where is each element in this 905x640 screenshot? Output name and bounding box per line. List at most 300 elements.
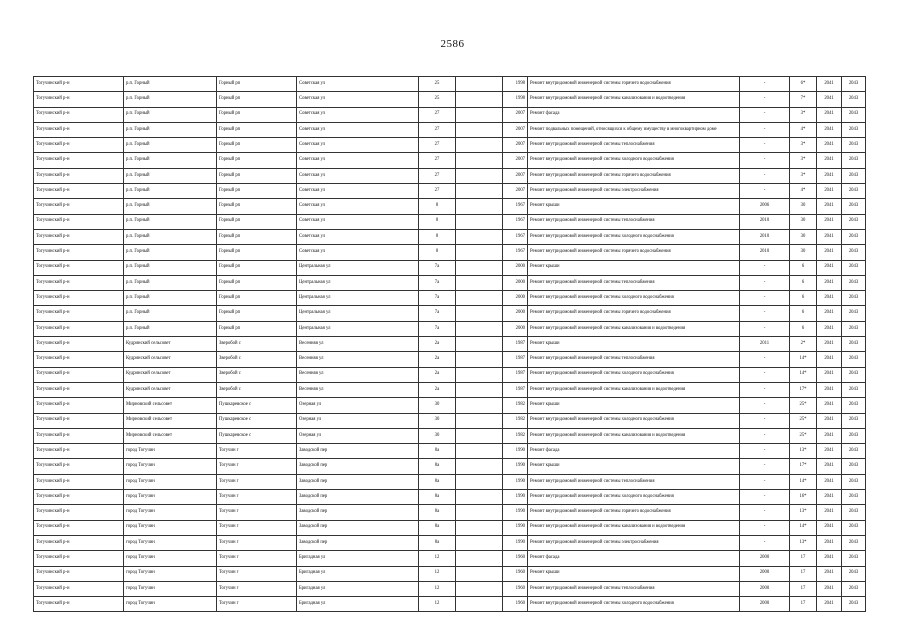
- house-number-cell: 8: [419, 199, 456, 214]
- plan-start-cell: 2041: [817, 107, 842, 122]
- settlement-cell: Тогучин г: [217, 490, 297, 505]
- plan-end-cell: 2043: [842, 153, 866, 168]
- year-built-cell: 1967: [503, 214, 528, 229]
- settlement-cell: Тогучин г: [217, 566, 297, 581]
- wear-cell: 4*: [790, 122, 817, 137]
- plan-start-cell: 2041: [817, 551, 842, 566]
- street-cell: Центральная ул: [297, 306, 419, 321]
- last-repair-year-cell: 2010: [740, 229, 790, 244]
- wear-cell: 3*: [790, 107, 817, 122]
- settlement-cell: Горный рп: [217, 260, 297, 275]
- year-built-cell: 1987: [503, 352, 528, 367]
- year-built-cell: 1967: [503, 245, 528, 260]
- plan-start-cell: 2041: [817, 321, 842, 336]
- house-number-cell: 12: [419, 566, 456, 581]
- plan-start-cell: 2041: [817, 367, 842, 382]
- street-cell: Заводской пер: [297, 505, 419, 520]
- year-built-cell: 1960: [503, 566, 528, 581]
- settlement-cell: Горный рп: [217, 306, 297, 321]
- building-cell: [456, 398, 503, 413]
- municipality-cell: город Тогучин: [124, 444, 217, 459]
- municipality-cell: город Тогучин: [124, 597, 217, 612]
- plan-start-cell: 2041: [817, 92, 842, 107]
- plan-end-cell: 2043: [842, 597, 866, 612]
- table-row: [34, 153, 866, 168]
- work-type-cell: Ремонт внутридомовой инженерной системы электроснабжения: [528, 184, 740, 199]
- house-number-cell: 8а: [419, 490, 456, 505]
- building-cell: [456, 168, 503, 183]
- plan-end-cell: 2043: [842, 444, 866, 459]
- house-number-cell: 27: [419, 168, 456, 183]
- settlement-cell: Тогучин г: [217, 474, 297, 489]
- table-row: [34, 520, 866, 535]
- municipality-cell: Мирновский сельсовет: [124, 428, 217, 443]
- municipality-cell: город Тогучин: [124, 459, 217, 474]
- building-cell: [456, 122, 503, 137]
- district-cell: Тогучинский р-н: [34, 337, 124, 352]
- building-cell: [456, 352, 503, 367]
- work-type-cell: Ремонт внутридомовой инженерной системы канализования и водоотведения: [528, 92, 740, 107]
- wear-cell: 13*: [790, 444, 817, 459]
- year-built-cell: 1967: [503, 229, 528, 244]
- building-cell: [456, 275, 503, 290]
- work-type-cell: Ремонт внутридомовой инженерной системы канализования и водоотведения: [528, 321, 740, 336]
- table-row: [34, 337, 866, 352]
- district-cell: Тогучинский р-н: [34, 398, 124, 413]
- plan-start-cell: 2041: [817, 566, 842, 581]
- last-repair-year-cell: -: [740, 382, 790, 397]
- year-built-cell: 1960: [503, 581, 528, 596]
- plan-start-cell: 2041: [817, 382, 842, 397]
- street-cell: Советская ул: [297, 168, 419, 183]
- wear-cell: 7*: [790, 92, 817, 107]
- work-type-cell: Ремонт крыши: [528, 337, 740, 352]
- plan-start-cell: 2041: [817, 337, 842, 352]
- wear-cell: 30: [790, 229, 817, 244]
- municipality-cell: Мирновский сельсовет: [124, 398, 217, 413]
- last-repair-year-cell: 2000: [740, 566, 790, 581]
- wear-cell: 14*: [790, 352, 817, 367]
- settlement-cell: Горный рп: [217, 275, 297, 290]
- municipality-cell: Кудринский сельсовет: [124, 382, 217, 397]
- street-cell: Заводской пер: [297, 520, 419, 535]
- plan-end-cell: 2043: [842, 138, 866, 153]
- district-cell: Тогучинский р-н: [34, 413, 124, 428]
- table-row: [34, 566, 866, 581]
- year-built-cell: 1998: [503, 92, 528, 107]
- street-cell: Советская ул: [297, 92, 419, 107]
- street-cell: Весенняя ул: [297, 382, 419, 397]
- plan-start-cell: 2041: [817, 428, 842, 443]
- district-cell: Тогучинский р-н: [34, 367, 124, 382]
- house-number-cell: 27: [419, 138, 456, 153]
- last-repair-year-cell: -: [740, 474, 790, 489]
- plan-end-cell: 2043: [842, 321, 866, 336]
- wear-cell: 3*: [790, 153, 817, 168]
- wear-cell: 13*: [790, 505, 817, 520]
- work-type-cell: Ремонт внутридомовой инженерной системы горячего водоснабжения: [528, 77, 740, 92]
- year-built-cell: 2000: [503, 306, 528, 321]
- table-row: [34, 77, 866, 92]
- last-repair-year-cell: -: [740, 153, 790, 168]
- plan-end-cell: 2043: [842, 229, 866, 244]
- street-cell: Центральная ул: [297, 260, 419, 275]
- building-cell: [456, 505, 503, 520]
- plan-start-cell: 2041: [817, 168, 842, 183]
- settlement-cell: Зверобой с: [217, 367, 297, 382]
- work-type-cell: Ремонт внутридомовой инженерной системы холодного водоснабжения: [528, 153, 740, 168]
- house-number-cell: 25: [419, 77, 456, 92]
- street-cell: Бригадная ул: [297, 597, 419, 612]
- street-cell: Советская ул: [297, 153, 419, 168]
- table-row: [34, 535, 866, 550]
- street-cell: Бригадная ул: [297, 581, 419, 596]
- district-cell: Тогучинский р-н: [34, 245, 124, 260]
- settlement-cell: Горный рп: [217, 184, 297, 199]
- street-cell: Заводской пер: [297, 444, 419, 459]
- settlement-cell: Тогучин г: [217, 459, 297, 474]
- plan-end-cell: 2043: [842, 581, 866, 596]
- last-repair-year-cell: -: [740, 107, 790, 122]
- table-row: [34, 459, 866, 474]
- settlement-cell: Тогучин г: [217, 520, 297, 535]
- last-repair-year-cell: -: [740, 413, 790, 428]
- house-number-cell: 2а: [419, 382, 456, 397]
- wear-cell: 2*: [790, 337, 817, 352]
- settlement-cell: Тогучин г: [217, 444, 297, 459]
- house-number-cell: 30: [419, 428, 456, 443]
- plan-end-cell: 2043: [842, 122, 866, 137]
- house-number-cell: 2а: [419, 352, 456, 367]
- building-cell: [456, 382, 503, 397]
- year-built-cell: 1982: [503, 413, 528, 428]
- wear-cell: 6*: [790, 77, 817, 92]
- street-cell: Центральная ул: [297, 321, 419, 336]
- last-repair-year-cell: -: [740, 444, 790, 459]
- district-cell: Тогучинский р-н: [34, 92, 124, 107]
- table-row: [34, 382, 866, 397]
- wear-cell: 3*: [790, 168, 817, 183]
- district-cell: Тогучинский р-н: [34, 153, 124, 168]
- street-cell: Советская ул: [297, 245, 419, 260]
- wear-cell: 25*: [790, 413, 817, 428]
- house-number-cell: 12: [419, 551, 456, 566]
- plan-end-cell: 2043: [842, 535, 866, 550]
- wear-cell: 14*: [790, 367, 817, 382]
- work-type-cell: Ремонт внутридомовой инженерной системы холодного водоснабжения: [528, 490, 740, 505]
- house-number-cell: 27: [419, 184, 456, 199]
- wear-cell: 14*: [790, 474, 817, 489]
- table-row: [34, 581, 866, 596]
- last-repair-year-cell: 2010: [740, 245, 790, 260]
- table-row: [34, 138, 866, 153]
- year-built-cell: 1990: [503, 505, 528, 520]
- last-repair-year-cell: 2006: [740, 199, 790, 214]
- plan-end-cell: 2043: [842, 566, 866, 581]
- wear-cell: 30: [790, 199, 817, 214]
- building-cell: [456, 459, 503, 474]
- plan-start-cell: 2041: [817, 245, 842, 260]
- district-cell: Тогучинский р-н: [34, 229, 124, 244]
- municipality-cell: Кудринский сельсовет: [124, 367, 217, 382]
- district-cell: Тогучинский р-н: [34, 138, 124, 153]
- wear-cell: 6: [790, 260, 817, 275]
- table-row: [34, 214, 866, 229]
- last-repair-year-cell: -: [740, 275, 790, 290]
- plan-start-cell: 2041: [817, 398, 842, 413]
- street-cell: Центральная ул: [297, 291, 419, 306]
- table-row: [34, 352, 866, 367]
- plan-end-cell: 2043: [842, 77, 866, 92]
- plan-end-cell: 2043: [842, 306, 866, 321]
- work-type-cell: Ремонт внутридомовой инженерной системы холодного водоснабжения: [528, 229, 740, 244]
- municipality-cell: город Тогучин: [124, 581, 217, 596]
- street-cell: Весенняя ул: [297, 352, 419, 367]
- building-cell: [456, 551, 503, 566]
- settlement-cell: Пушкаревское с: [217, 398, 297, 413]
- plan-end-cell: 2043: [842, 291, 866, 306]
- settlement-cell: Горный рп: [217, 214, 297, 229]
- building-cell: [456, 260, 503, 275]
- last-repair-year-cell: -: [740, 520, 790, 535]
- street-cell: Советская ул: [297, 122, 419, 137]
- district-cell: Тогучинский р-н: [34, 306, 124, 321]
- table-row: [34, 291, 866, 306]
- building-cell: [456, 413, 503, 428]
- wear-cell: 30: [790, 245, 817, 260]
- municipality-cell: р.п. Горный: [124, 153, 217, 168]
- building-cell: [456, 77, 503, 92]
- plan-start-cell: 2041: [817, 122, 842, 137]
- district-cell: Тогучинский р-н: [34, 352, 124, 367]
- wear-cell: 3*: [790, 138, 817, 153]
- last-repair-year-cell: -: [740, 260, 790, 275]
- plan-start-cell: 2041: [817, 306, 842, 321]
- district-cell: Тогучинский р-н: [34, 581, 124, 596]
- year-built-cell: 2007: [503, 184, 528, 199]
- year-built-cell: 2000: [503, 260, 528, 275]
- building-cell: [456, 107, 503, 122]
- building-cell: [456, 138, 503, 153]
- work-type-cell: Ремонт фасада: [528, 107, 740, 122]
- settlement-cell: Тогучин г: [217, 551, 297, 566]
- year-built-cell: 2007: [503, 153, 528, 168]
- year-built-cell: 2007: [503, 168, 528, 183]
- settlement-cell: Зверобой с: [217, 382, 297, 397]
- house-number-cell: 8а: [419, 520, 456, 535]
- municipality-cell: Кудринский сельсовет: [124, 337, 217, 352]
- district-cell: Тогучинский р-н: [34, 107, 124, 122]
- last-repair-year-cell: -: [740, 138, 790, 153]
- table-row: [34, 367, 866, 382]
- municipality-cell: р.п. Горный: [124, 122, 217, 137]
- wear-cell: 25*: [790, 428, 817, 443]
- table-row: [34, 168, 866, 183]
- district-cell: Тогучинский р-н: [34, 459, 124, 474]
- plan-start-cell: 2041: [817, 153, 842, 168]
- year-built-cell: 1967: [503, 199, 528, 214]
- municipality-cell: р.п. Горный: [124, 92, 217, 107]
- district-cell: Тогучинский р-н: [34, 597, 124, 612]
- district-cell: Тогучинский р-н: [34, 260, 124, 275]
- plan-end-cell: 2043: [842, 214, 866, 229]
- last-repair-year-cell: -: [740, 352, 790, 367]
- plan-end-cell: 2043: [842, 275, 866, 290]
- plan-end-cell: 2043: [842, 352, 866, 367]
- year-built-cell: 1990: [503, 459, 528, 474]
- municipality-cell: р.п. Горный: [124, 260, 217, 275]
- district-cell: Тогучинский р-н: [34, 382, 124, 397]
- street-cell: Заводской пер: [297, 459, 419, 474]
- work-type-cell: Ремонт внутридомовой инженерной системы теплоснабжения: [528, 581, 740, 596]
- last-repair-year-cell: -: [740, 321, 790, 336]
- house-number-cell: 2а: [419, 337, 456, 352]
- work-type-cell: Ремонт подвальных помещений, относящихся к общему имуществу в многоквартирном доме: [528, 122, 740, 137]
- house-number-cell: 8а: [419, 459, 456, 474]
- last-repair-year-cell: 2000: [740, 597, 790, 612]
- plan-start-cell: 2041: [817, 581, 842, 596]
- settlement-cell: Пушкаревское с: [217, 428, 297, 443]
- plan-start-cell: 2041: [817, 229, 842, 244]
- district-cell: Тогучинский р-н: [34, 168, 124, 183]
- year-built-cell: 2000: [503, 275, 528, 290]
- municipality-cell: р.п. Горный: [124, 229, 217, 244]
- house-number-cell: 12: [419, 581, 456, 596]
- wear-cell: 17: [790, 581, 817, 596]
- house-number-cell: 8: [419, 245, 456, 260]
- street-cell: Бригадная ул: [297, 551, 419, 566]
- year-built-cell: 1987: [503, 337, 528, 352]
- street-cell: Весенняя ул: [297, 337, 419, 352]
- building-cell: [456, 474, 503, 489]
- plan-end-cell: 2043: [842, 490, 866, 505]
- work-type-cell: Ремонт внутридомовой инженерной системы холодного водоснабжения: [528, 367, 740, 382]
- last-repair-year-cell: -: [740, 122, 790, 137]
- plan-end-cell: 2043: [842, 398, 866, 413]
- district-cell: Тогучинский р-н: [34, 566, 124, 581]
- year-built-cell: 1982: [503, 428, 528, 443]
- house-number-cell: 8: [419, 229, 456, 244]
- work-type-cell: Ремонт внутридомовой инженерной системы горячего водоснабжения: [528, 306, 740, 321]
- repair-schedule-table: [33, 76, 866, 612]
- work-type-cell: Ремонт внутридомовой инженерной системы теплоснабжения: [528, 275, 740, 290]
- table-row: [34, 597, 866, 612]
- plan-start-cell: 2041: [817, 490, 842, 505]
- plan-end-cell: 2043: [842, 382, 866, 397]
- work-type-cell: Ремонт крыши: [528, 398, 740, 413]
- street-cell: Центральная ул: [297, 275, 419, 290]
- building-cell: [456, 520, 503, 535]
- district-cell: Тогучинский р-н: [34, 490, 124, 505]
- wear-cell: 14*: [790, 520, 817, 535]
- wear-cell: 17: [790, 551, 817, 566]
- building-cell: [456, 337, 503, 352]
- district-cell: Тогучинский р-н: [34, 291, 124, 306]
- district-cell: Тогучинский р-н: [34, 520, 124, 535]
- settlement-cell: Горный рп: [217, 291, 297, 306]
- district-cell: Тогучинский р-н: [34, 275, 124, 290]
- plan-start-cell: 2041: [817, 459, 842, 474]
- district-cell: Тогучинский р-н: [34, 199, 124, 214]
- municipality-cell: город Тогучин: [124, 566, 217, 581]
- table-row: [34, 229, 866, 244]
- wear-cell: 25*: [790, 398, 817, 413]
- plan-end-cell: 2043: [842, 337, 866, 352]
- building-cell: [456, 581, 503, 596]
- district-cell: Тогучинский р-н: [34, 122, 124, 137]
- plan-start-cell: 2041: [817, 199, 842, 214]
- work-type-cell: Ремонт внутридомовой инженерной системы горячего водоснабжения: [528, 245, 740, 260]
- table-row: [34, 444, 866, 459]
- plan-start-cell: 2041: [817, 275, 842, 290]
- last-repair-year-cell: -: [740, 459, 790, 474]
- last-repair-year-cell: -: [740, 168, 790, 183]
- house-number-cell: 7а: [419, 321, 456, 336]
- house-number-cell: 8: [419, 214, 456, 229]
- plan-start-cell: 2041: [817, 535, 842, 550]
- district-cell: Тогучинский р-н: [34, 505, 124, 520]
- plan-end-cell: 2043: [842, 245, 866, 260]
- plan-end-cell: 2043: [842, 92, 866, 107]
- work-type-cell: Ремонт внутридомовой инженерной системы горячего водоснабжения: [528, 168, 740, 183]
- work-type-cell: Ремонт внутридомовой инженерной системы канализования и водоотведения: [528, 428, 740, 443]
- house-number-cell: 7а: [419, 291, 456, 306]
- year-built-cell: 1990: [503, 474, 528, 489]
- municipality-cell: город Тогучин: [124, 505, 217, 520]
- municipality-cell: р.п. Горный: [124, 138, 217, 153]
- house-number-cell: 8а: [419, 535, 456, 550]
- year-built-cell: 2007: [503, 107, 528, 122]
- district-cell: Тогучинский р-н: [34, 321, 124, 336]
- municipality-cell: город Тогучин: [124, 474, 217, 489]
- table-row: [34, 122, 866, 137]
- plan-end-cell: 2043: [842, 367, 866, 382]
- building-cell: [456, 229, 503, 244]
- work-type-cell: Ремонт внутридомовой инженерной системы канализования и водоотведения: [528, 382, 740, 397]
- plan-end-cell: 2043: [842, 184, 866, 199]
- street-cell: Советская ул: [297, 77, 419, 92]
- building-cell: [456, 153, 503, 168]
- plan-start-cell: 2041: [817, 291, 842, 306]
- settlement-cell: Горный рп: [217, 138, 297, 153]
- year-built-cell: 2007: [503, 138, 528, 153]
- settlement-cell: Зверобой с: [217, 337, 297, 352]
- house-number-cell: 7а: [419, 275, 456, 290]
- plan-start-cell: 2041: [817, 77, 842, 92]
- year-built-cell: 2007: [503, 122, 528, 137]
- house-number-cell: 30: [419, 398, 456, 413]
- work-type-cell: Ремонт фасада: [528, 444, 740, 459]
- year-built-cell: 1990: [503, 490, 528, 505]
- house-number-cell: 8а: [419, 505, 456, 520]
- work-type-cell: Ремонт внутридомовой инженерной системы горячего водоснабжения: [528, 505, 740, 520]
- municipality-cell: р.п. Горный: [124, 77, 217, 92]
- street-cell: Советская ул: [297, 214, 419, 229]
- table-row: [34, 490, 866, 505]
- plan-start-cell: 2041: [817, 520, 842, 535]
- plan-start-cell: 2041: [817, 474, 842, 489]
- plan-end-cell: 2043: [842, 428, 866, 443]
- building-cell: [456, 367, 503, 382]
- building-cell: [456, 490, 503, 505]
- settlement-cell: Горный рп: [217, 168, 297, 183]
- municipality-cell: город Тогучин: [124, 520, 217, 535]
- table-row: [34, 474, 866, 489]
- plan-start-cell: 2041: [817, 260, 842, 275]
- street-cell: Озерная ул: [297, 413, 419, 428]
- work-type-cell: Ремонт внутридомовой инженерной системы электроснабжения: [528, 535, 740, 550]
- table-row: [34, 260, 866, 275]
